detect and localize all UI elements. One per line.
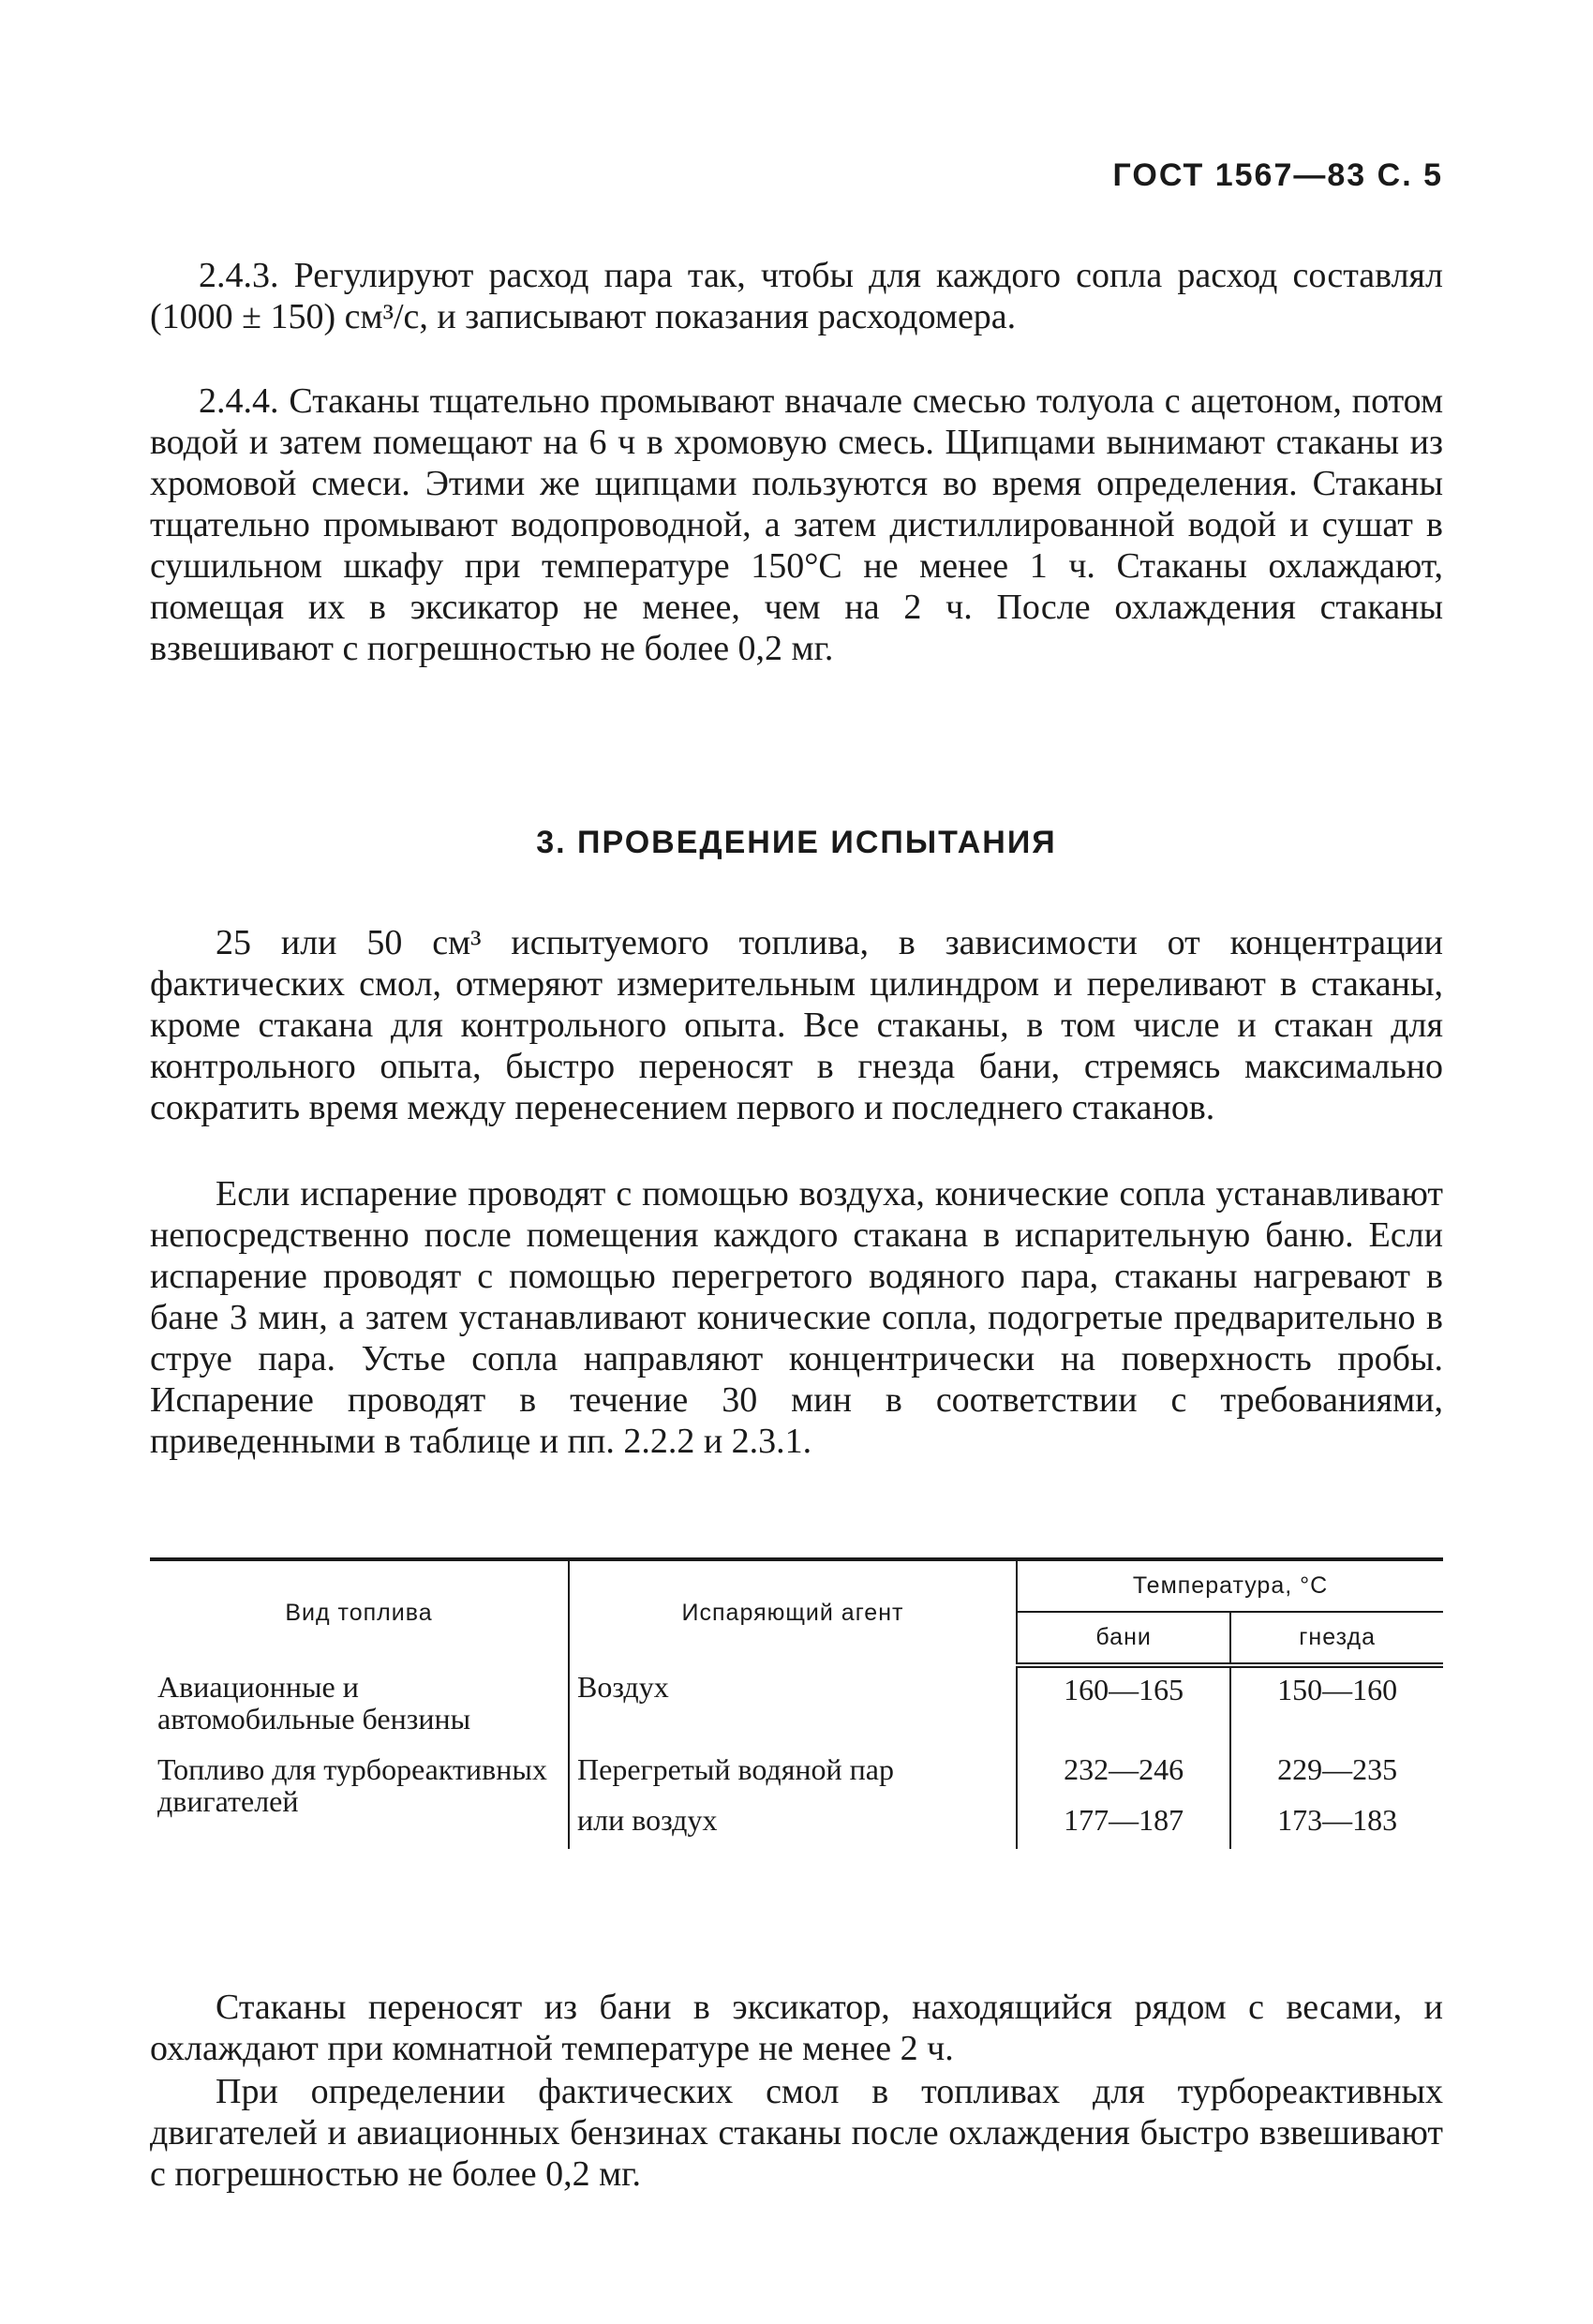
cell-fuel: Авиационные и автомобильные бензины — [150, 1665, 569, 1748]
table-row — [150, 1665, 1443, 1748]
running-head: ГОСТ 1567—83 С. 5 — [1112, 157, 1443, 193]
cell-nest-temp: 173—183 — [1277, 1803, 1398, 1837]
paragraph-3-4: При определении фактических смол в топливах для турбореактивных двигателей и авиационных бензинах стаканы после охлаждения быстро взвешивают с погрешностью не более 0,2 мг. — [150, 2072, 1443, 2194]
header-fuel-type: Вид топлива — [150, 1559, 569, 1665]
paragraph-3-3: Стаканы переносят из бани в эксикатор, находящийся рядом с весами, и охлаждают при комнатной температуре не менее 2 ч. — [150, 1988, 1443, 2068]
cell-bath-temp: 160—165 — [1017, 1665, 1230, 1748]
cell-agent: Перегретый водяной пар — [569, 1748, 1017, 1798]
paragraph-3-1: 25 или 50 см³ испытуемого топлива, в зависимости от концентрации фактических смол, отмеряют измерительным цилиндром и переливают в стаканы, кроме стакана для контрольного опыта. Все стаканы, в том числе и стакан для контрольного опыта, быстро переносят в гнезда бани, стремясь максимально сократить время между перенесением первого и последнего стаканов. — [150, 923, 1443, 1127]
header-evaporating-agent: Испаряющий агент — [569, 1559, 1017, 1665]
header-bath: бани — [1017, 1612, 1230, 1665]
cell-nest-temp: 229—235 — [1277, 1752, 1398, 1786]
table-row — [150, 1748, 1443, 1798]
cell-agent: или воздух — [569, 1798, 1017, 1849]
header-temperature: Температура, °С — [1017, 1559, 1443, 1612]
paragraph-3-2: Если испарение проводят с помощью воздуха, конические сопла устанавливают непосредственно после помещения каждого стакана в испарительную баню. Если испарение проводят с помощью перегретого водяного пара, стаканы нагревают в бане 3 мин, а затем устанавливают конические сопла, подогретые предварительно в струе пара. Устье сопла направляют концентрически на поверхность пробы. Испарение проводят в течение 30 мин в соответствии с требованиями, приведенными в таблице и пп. 2.2.2 и 2.3.1. — [150, 1174, 1443, 1461]
cell-bath-temp: 232—246 — [1017, 1748, 1230, 1798]
cell-bath-temp: 177—187 — [1017, 1798, 1230, 1849]
header-nest: гнезда — [1230, 1612, 1443, 1665]
section-title: 3. ПРОВЕДЕНИЕ ИСПЫТАНИЯ — [536, 825, 1057, 860]
paragraph-2-4-4: 2.4.4. Стаканы тщательно промывают вначале смесью толуола с ацетоном, потом водой и затем помещают на 6 ч в хромовую смесь. Щипцами вынимают стаканы из хромовой смеси. Этими же щипцами пользуются во время определения. Стаканы тщательно промывают водопроводной, а затем дистиллированной водой и сушат в сушильном шкафу при температуре 150°С не менее 1 ч. Стаканы охлаждают, помещая их в эксикатор не менее, чем на 2 ч. После охлаждения стаканы взвешивают с погрешностью не более 0,2 мг. — [150, 381, 1443, 668]
cell-nest-temp: 150—160 — [1277, 1673, 1398, 1706]
cell-fuel: Топливо для турбореактивных двигателей — [150, 1748, 569, 1849]
temperature-table — [150, 1557, 1443, 1849]
cell-agent: Воздух — [569, 1665, 1017, 1748]
paragraph-2-4-3: 2.4.3. Регулируют расход пара так, чтобы для каждого сопла расход составлял (1000 ± 150) см³/с, и записывают показания расходомера. — [150, 256, 1443, 336]
